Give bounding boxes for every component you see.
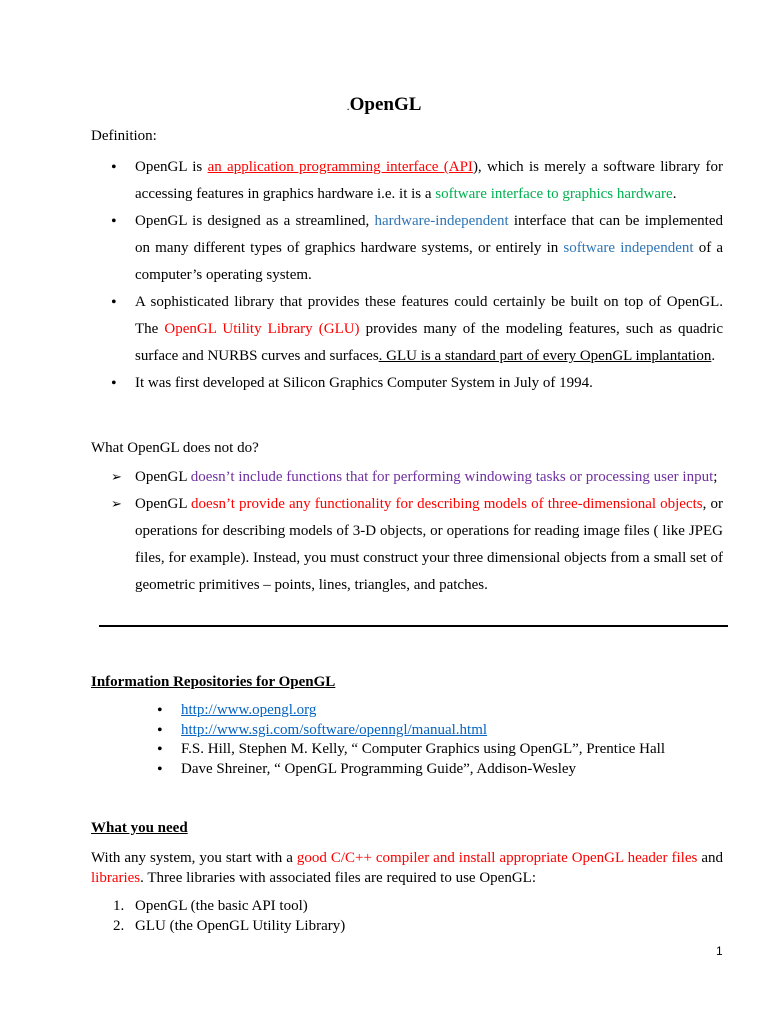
sgi-manual-link[interactable]: http://www.sgi.com/software/openngl/manual.html bbox=[181, 721, 488, 738]
text-run: interface that can be implemented on many different types of graphics hardware systems, or entirely in bbox=[135, 213, 724, 256]
text-run: of a computer’s operating system. bbox=[135, 240, 723, 283]
definition-heading: Definition: bbox=[91, 128, 157, 144]
definition-list bbox=[91, 154, 723, 397]
text-run: OpenGL bbox=[135, 496, 192, 512]
not-do-list bbox=[91, 464, 723, 599]
list-item bbox=[91, 491, 723, 599]
software-independent-highlight: software independent bbox=[563, 240, 694, 256]
text-run: ; bbox=[713, 469, 718, 485]
list-item bbox=[91, 154, 723, 208]
text-run: With any system, you start with a bbox=[91, 850, 297, 866]
text-run: , or operations for describing models of 3-D objects, or operations for reading image files ( like JPEG files, for example). Instead, you must construct your three dimensional objects from a small set of geometric primitives – points, lines, triangles, and patches. bbox=[135, 496, 723, 593]
compiler-highlight: good C/C++ compiler and install appropriate OpenGL header files bbox=[296, 850, 698, 866]
text-run: OpenGL is designed as a streamlined, bbox=[135, 213, 375, 229]
text-run: and bbox=[697, 850, 723, 866]
text-run: OpenGL bbox=[135, 469, 191, 485]
api-highlight: an application programming interface (API bbox=[207, 159, 473, 175]
libraries-highlight: libraries bbox=[91, 870, 141, 886]
page-number: 1 bbox=[716, 944, 723, 958]
list-item: • It was first developed at Silicon Graphics Computer System in July of 1994. bbox=[91, 370, 723, 397]
list-item bbox=[91, 289, 723, 370]
text-run: provides many of the modeling features, such as quadric surface and NURBS curves and surfaces bbox=[135, 321, 723, 364]
list-item: • Dave Shreiner, “ OpenGL Programming Guide”, Addison-Wesley bbox=[91, 760, 723, 780]
glu-highlight: OpenGL Utility Library (GLU) bbox=[164, 321, 360, 337]
list-item bbox=[91, 721, 723, 741]
item-number: 1. bbox=[113, 898, 125, 914]
title-text: OpenGL bbox=[349, 94, 422, 115]
item-text: GLU (the OpenGL Utility Library) bbox=[135, 918, 346, 934]
repositories-heading: Information Repositories for OpenGL bbox=[91, 674, 336, 690]
what-you-need-paragraph bbox=[91, 848, 723, 888]
text-run: . bbox=[711, 348, 716, 364]
text-run: A sophisticated library that provides these features could certainly be built on top of OpenGL. The bbox=[135, 294, 723, 337]
list-item bbox=[91, 916, 723, 936]
page-title bbox=[0, 94, 768, 116]
text-run: . Three libraries with associated files are required to use OpenGL: bbox=[140, 870, 536, 886]
list-item bbox=[91, 701, 723, 721]
windowing-highlight: doesn’t include functions that for performing windowing tasks or processing user input bbox=[190, 469, 714, 485]
glu-standard-underlined: . GLU is a standard part of every OpenGL implantation bbox=[378, 348, 712, 364]
text-run: . bbox=[672, 186, 677, 202]
repositories-list bbox=[91, 701, 723, 779]
item-text: OpenGL (the basic API tool) bbox=[135, 898, 308, 914]
list-item bbox=[91, 464, 723, 491]
text-run: OpenGL is bbox=[135, 159, 208, 175]
text-run: ), which is merely a software library for accessing features in graphics hardware i.e. it is a bbox=[135, 159, 724, 202]
horizontal-divider bbox=[99, 625, 728, 627]
item-number: 2. bbox=[113, 918, 125, 934]
title-prefix: . bbox=[346, 99, 350, 113]
software-interface-highlight: software interface to graphics hardware bbox=[435, 186, 673, 202]
list-item bbox=[91, 208, 723, 289]
what-you-need-heading: What you need bbox=[91, 820, 188, 836]
list-item bbox=[91, 896, 723, 916]
libraries-numbered-list bbox=[91, 896, 723, 936]
models-highlight: doesn’t provide any functionality for describing models of three-dimensional objects bbox=[191, 496, 703, 512]
not-do-heading: What OpenGL does not do? bbox=[91, 440, 259, 456]
list-item: • F.S. Hill, Stephen M. Kelly, “ Computer Graphics using OpenGL”, Prentice Hall bbox=[91, 740, 723, 760]
hardware-independent-highlight: hardware-independent bbox=[374, 213, 509, 229]
opengl-org-link[interactable]: http://www.opengl.org bbox=[181, 702, 317, 718]
